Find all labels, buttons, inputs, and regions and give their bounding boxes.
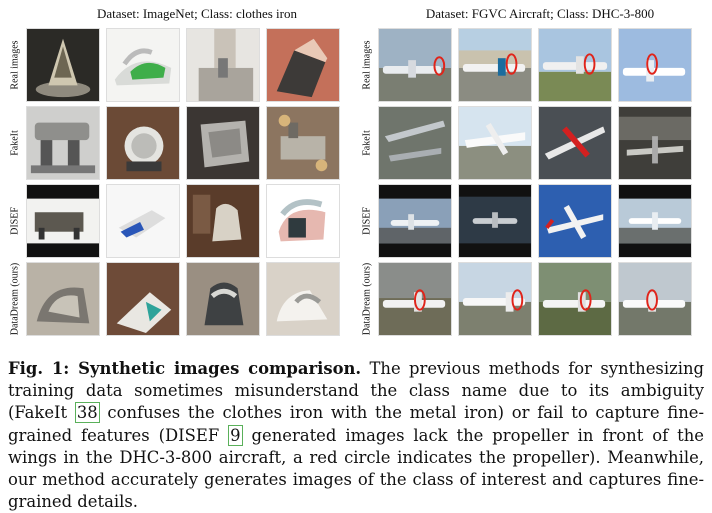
right-row-label-datadream: DataDream (ours): [361, 262, 373, 336]
iron-disef-image-3: [186, 184, 260, 258]
aircraft-disef-image-2: [458, 184, 532, 258]
aircraft-real-image-1: [378, 28, 452, 102]
iron-disef-image-4: [266, 184, 340, 258]
caption-text-3: generated images lack the propeller in front of the wings in the DHC-3-800 aircraft, a red circle indicates the propeller). Meanwhile, our method accurately generates images of the class of interest and captures fine-grained details.: [8, 425, 704, 512]
aircraft-datadream-image-4: [618, 262, 692, 336]
caption-text-2: confuses the clothes iron with the metal iron) or fail to capture fine-grained features (DISEF: [8, 403, 704, 445]
left-row-label-datadream: DataDream (ours): [9, 262, 21, 336]
caption-text-1: The previous methods for synthesizing training data sometimes misunderstand the class name due to its ambiguity (FakeIt: [8, 359, 704, 423]
aircraft-real-image-4: [618, 28, 692, 102]
iron-fakeit-image-3: [186, 106, 260, 180]
aircraft-fakeit-image-2: [458, 106, 532, 180]
iron-real-image-2: [106, 28, 180, 102]
aircraft-disef-image-3: [538, 184, 612, 258]
aircraft-real-image-2: [458, 28, 532, 102]
left-panel-title: Dataset: ImageNet; Class: clothes iron: [96, 6, 297, 21]
aircraft-datadream-image-3: [538, 262, 612, 336]
iron-datadream-image-3: [186, 262, 260, 336]
left-row-label-real: Real images: [9, 40, 21, 90]
iron-fakeit-image-2: [106, 106, 180, 180]
iron-datadream-image-1: [26, 262, 100, 336]
aircraft-fakeit-image-3: [538, 106, 612, 180]
iron-real-image-3: [186, 28, 260, 102]
iron-real-image-1: [26, 28, 100, 102]
aircraft-datadream-image-1: [378, 262, 452, 336]
figure-caption: [8, 358, 704, 513]
aircraft-datadream-image-2: [458, 262, 532, 336]
iron-disef-image-1: [26, 184, 100, 258]
iron-real-image-4: [266, 28, 340, 102]
citation-link-9[interactable]: 9: [230, 425, 241, 445]
iron-fakeit-image-4: [266, 106, 340, 180]
iron-fakeit-image-1: [26, 106, 100, 180]
right-row-label-real: Real images: [361, 40, 373, 90]
iron-datadream-image-2: [106, 262, 180, 336]
aircraft-fakeit-image-4: [618, 106, 692, 180]
aircraft-disef-image-4: [618, 184, 692, 258]
left-row-label-disef: DISEF: [9, 207, 21, 235]
aircraft-fakeit-image-1: [378, 106, 452, 180]
right-row-label-fakeit: FakeIt: [361, 130, 373, 156]
aircraft-real-image-3: [538, 28, 612, 102]
caption-label: Fig. 1: Synthetic images comparison.: [8, 359, 362, 378]
citation-link-38[interactable]: 38: [76, 403, 98, 423]
left-row-label-fakeit: FakeIt: [9, 130, 21, 156]
iron-datadream-image-4: [266, 262, 340, 336]
aircraft-disef-image-1: [378, 184, 452, 258]
right-panel-title: Dataset: FGVC Aircraft; Class: DHC-3-800: [425, 6, 655, 21]
right-row-label-disef: DISEF: [361, 207, 373, 235]
iron-disef-image-2: [106, 184, 180, 258]
